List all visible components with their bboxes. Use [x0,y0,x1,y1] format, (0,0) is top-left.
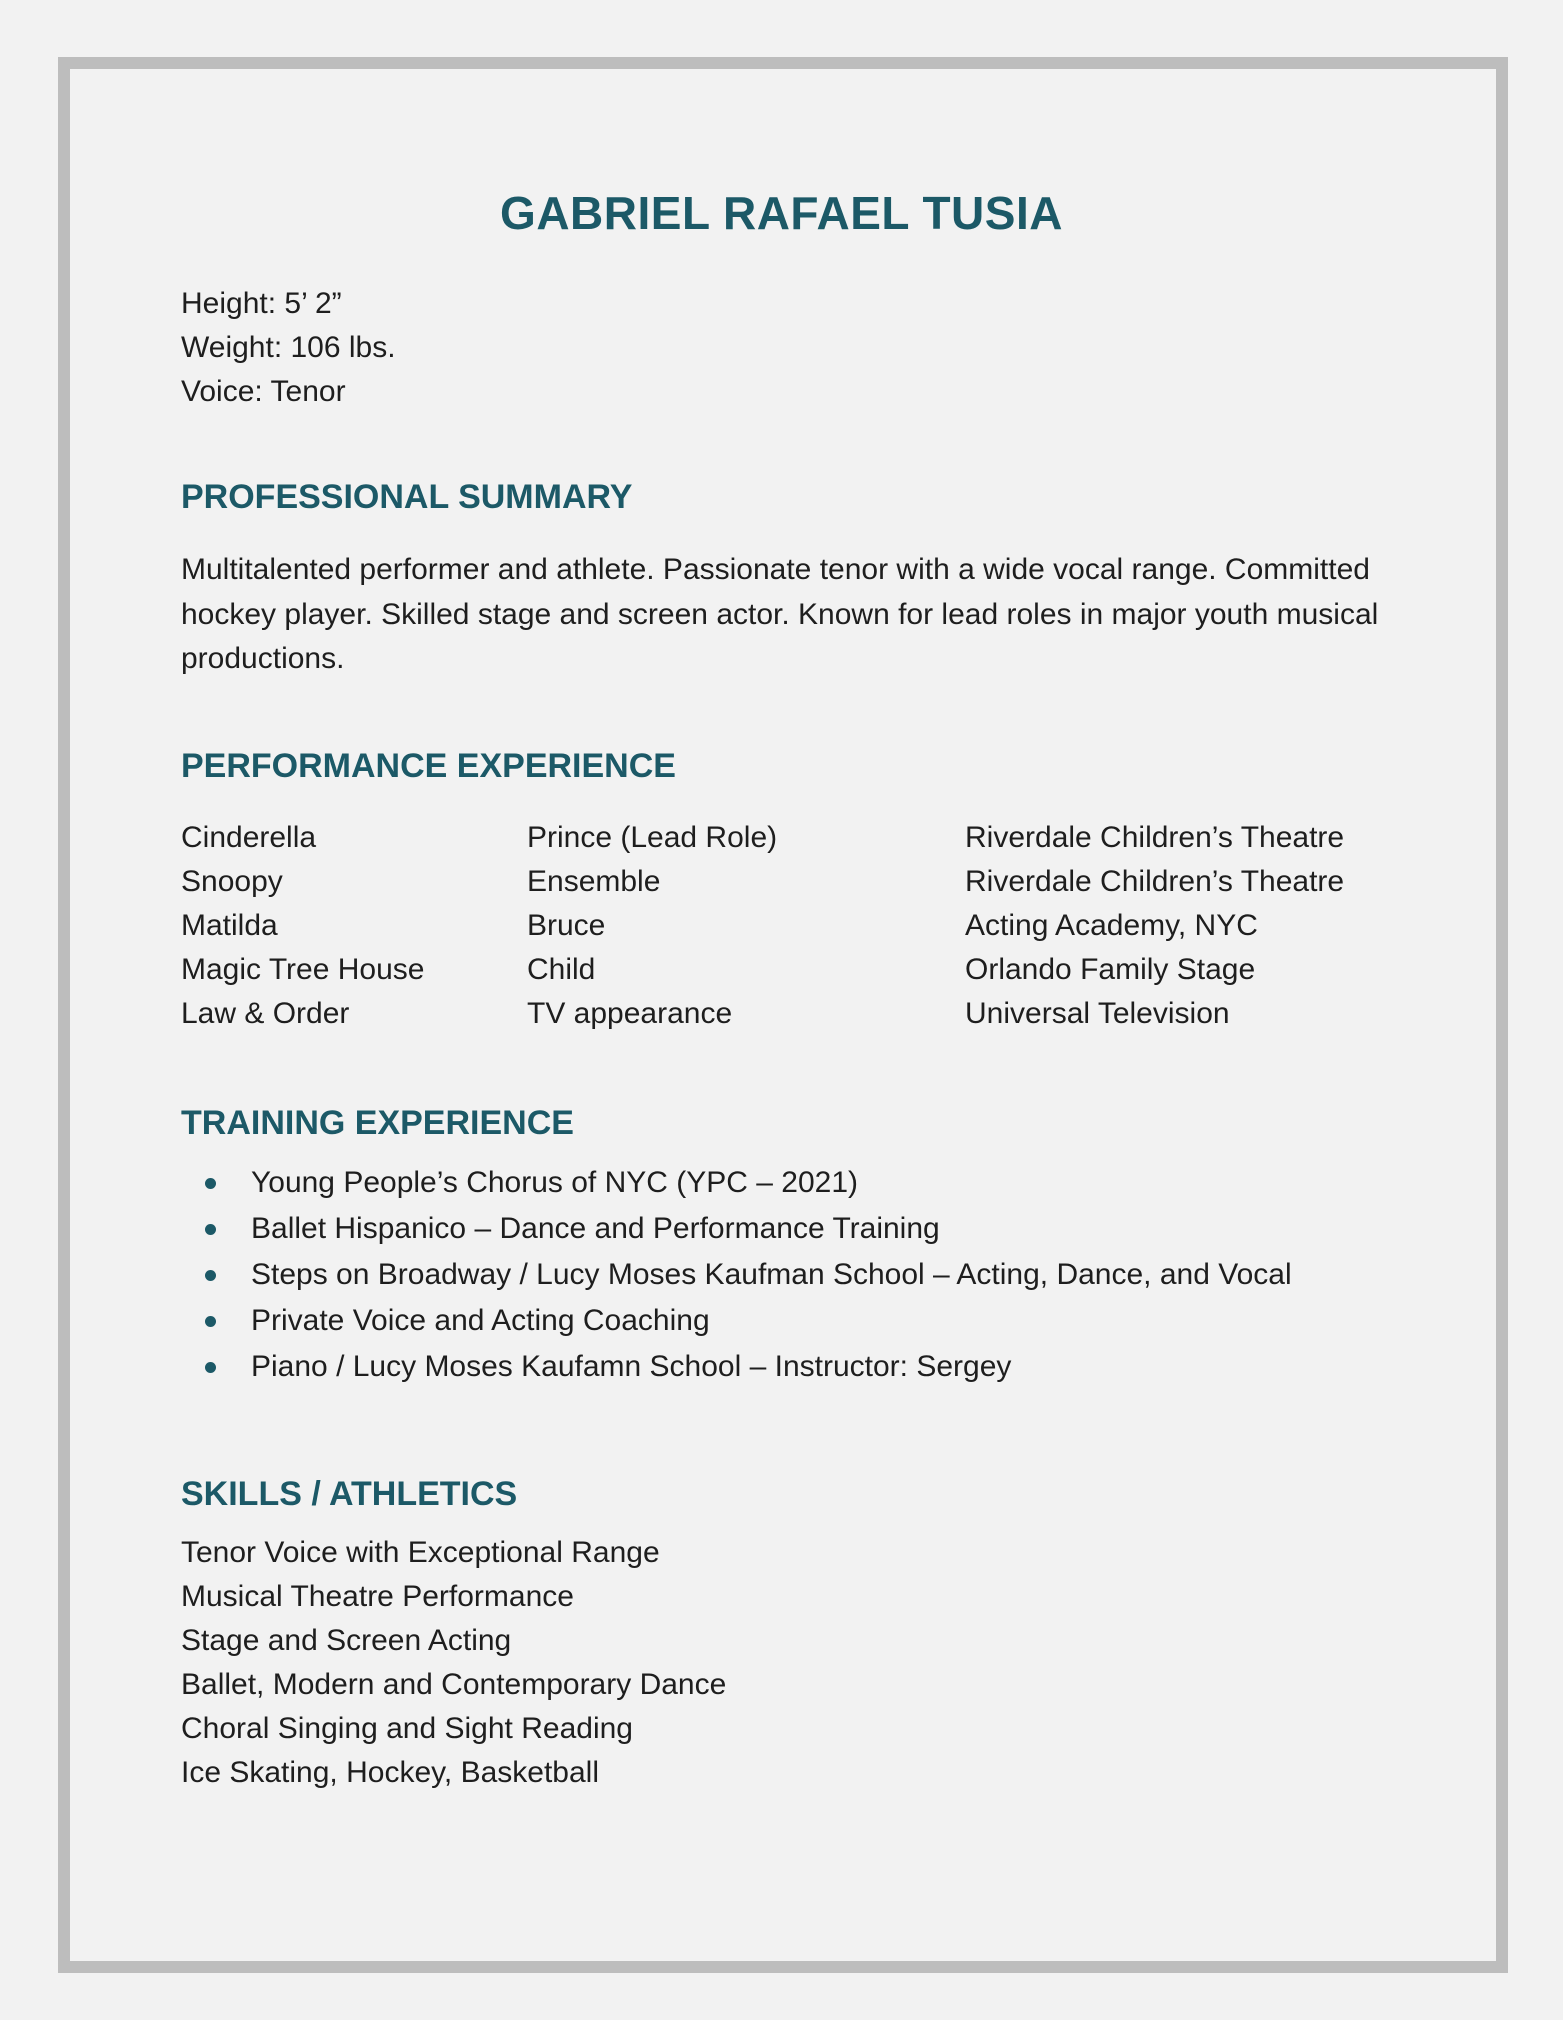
training-list [181,1160,1292,1390]
training-item [181,1344,1292,1390]
bullet-icon [205,1362,216,1373]
training-item [181,1252,1292,1298]
summary-text: Multitalented performer and athlete. Passionate tenor with a wide vocal range. Committed hockey player. Skilled stage and screen actor. Known for lead roles in major youth musical productions. [181,553,1379,675]
bullet-icon [205,1178,216,1189]
training-item [181,1160,1292,1206]
summary-heading: PROFESSIONAL SUMMARY [181,478,633,516]
height-stat: Height: 5’ 2” [181,287,342,320]
skill-item: Stage and Screen Acting [181,1624,512,1657]
bullet-icon [205,1224,216,1235]
skill-item: Ballet, Modern and Contemporary Dance [181,1668,727,1701]
resume-name: GABRIEL RAFAEL TUSIA [500,187,1063,239]
performance-role: Bruce [527,909,606,942]
performance-show: Law & Order [181,997,350,1030]
performance-role: Prince (Lead Role) [527,821,778,854]
training-item-text: Ballet Hispanico – Dance and Performance Training [251,1212,940,1245]
performance-role: Ensemble [527,865,661,898]
performance-venue: Acting Academy, NYC [965,909,1258,942]
training-heading: TRAINING EXPERIENCE [181,1104,574,1142]
skill-item: Choral Singing and Sight Reading [181,1712,633,1745]
skills-list [181,1531,726,1795]
performance-role: Child [527,953,596,986]
training-item-text: Piano / Lucy Moses Kaufamn School – Instructor: Sergey [251,1350,1012,1383]
performance-role: TV appearance [527,997,733,1030]
performance-show: Magic Tree House [181,953,425,986]
skill-item: Ice Skating, Hockey, Basketball [181,1756,599,1789]
training-item-text: Steps on Broadway / Lucy Moses Kaufman School – Acting, Dance, and Vocal [251,1258,1292,1291]
skill-item: Tenor Voice with Exceptional Range [181,1536,660,1569]
performance-show: Snoopy [181,865,283,898]
skill-item: Musical Theatre Performance [181,1580,574,1613]
training-item-text: Private Voice and Acting Coaching [251,1304,710,1337]
performance-venue: Orlando Family Stage [965,953,1256,986]
performance-venue: Riverdale Children’s Theatre [965,865,1345,898]
training-item [181,1206,1292,1252]
skills-heading: SKILLS / ATHLETICS [181,1475,518,1513]
training-item [181,1298,1292,1344]
performance-heading: PERFORMANCE EXPERIENCE [181,747,676,785]
performance-show: Matilda [181,909,278,942]
performance-venue: Universal Television [965,997,1230,1030]
performance-venue: Riverdale Children’s Theatre [965,821,1345,854]
weight-stat: Weight: 106 lbs. [181,331,396,364]
bullet-icon [205,1270,216,1281]
voice-stat: Voice: Tenor [181,375,346,408]
bullet-icon [205,1316,216,1327]
training-item-text: Young People’s Chorus of NYC (YPC – 2021) [251,1166,859,1199]
performance-show: Cinderella [181,821,317,854]
